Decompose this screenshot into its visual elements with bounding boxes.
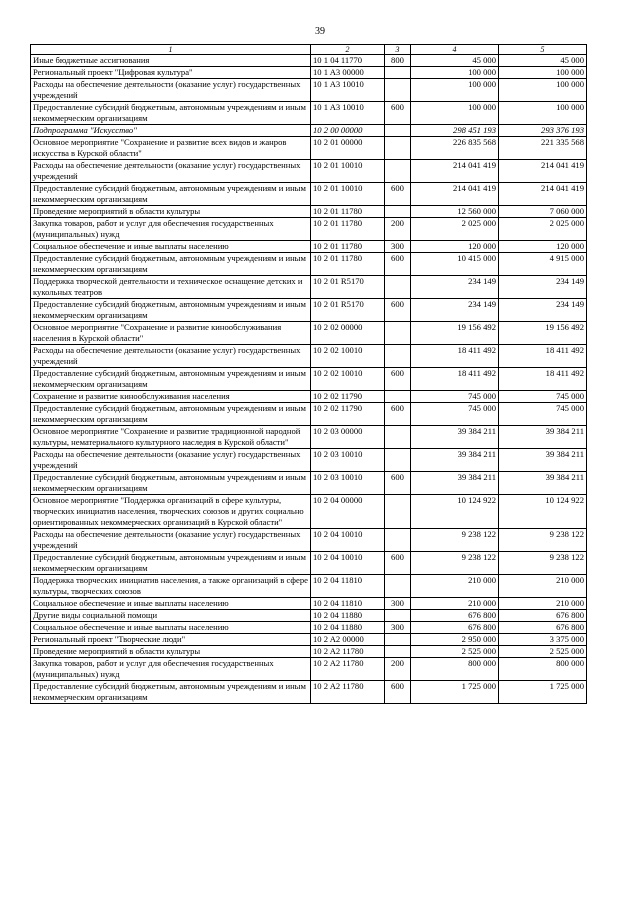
cell-y2: 2 025 000 [499, 218, 587, 241]
cell-y2: 210 000 [499, 598, 587, 610]
column-header-4: 4 [411, 45, 499, 55]
cell-y1: 800 000 [411, 658, 499, 681]
cell-name: Сохранение и развитие кинообслуживания населения [31, 391, 311, 403]
cell-code: 10 1 04 11770 [311, 55, 385, 67]
cell-code: 10 2 01 10010 [311, 183, 385, 206]
cell-y1: 39 384 211 [411, 426, 499, 449]
cell-name: Основное мероприятие "Сохранение и развитие всех видов и жанров искусства в Курской области" [31, 137, 311, 160]
header-row [31, 45, 587, 55]
cell-y2: 221 335 568 [499, 137, 587, 160]
cell-code: 10 2 02 11790 [311, 391, 385, 403]
cell-y2: 745 000 [499, 403, 587, 426]
cell-y2: 234 149 [499, 276, 587, 299]
table-row [31, 552, 587, 575]
cell-vr [385, 449, 411, 472]
cell-y2: 100 000 [499, 67, 587, 79]
cell-y1: 2 525 000 [411, 646, 499, 658]
table-row [31, 183, 587, 206]
cell-y1: 745 000 [411, 391, 499, 403]
table-row [31, 622, 587, 634]
cell-vr [385, 646, 411, 658]
page-number: 39 [315, 26, 325, 37]
cell-y2: 120 000 [499, 241, 587, 253]
cell-y2: 214 041 419 [499, 160, 587, 183]
cell-y1: 234 149 [411, 299, 499, 322]
cell-y2: 100 000 [499, 102, 587, 125]
cell-name: Расходы на обеспечение деятельности (оказание услуг) государственных учреждений [31, 345, 311, 368]
cell-y2: 7 060 000 [499, 206, 587, 218]
cell-name: Подпрограмма "Искусство" [31, 125, 311, 137]
cell-vr: 600 [385, 368, 411, 391]
cell-name: Закупка товаров, работ и услуг для обеспечения государственных (муниципальных) нужд [31, 658, 311, 681]
cell-y1: 210 000 [411, 575, 499, 598]
cell-y2: 39 384 211 [499, 449, 587, 472]
cell-y1: 120 000 [411, 241, 499, 253]
cell-y2: 745 000 [499, 391, 587, 403]
cell-y1: 18 411 492 [411, 345, 499, 368]
table-row [31, 67, 587, 79]
cell-vr [385, 426, 411, 449]
cell-y1: 10 124 922 [411, 495, 499, 529]
cell-vr: 200 [385, 218, 411, 241]
cell-vr [385, 79, 411, 102]
cell-vr [385, 634, 411, 646]
cell-code: 10 2 A2 11780 [311, 646, 385, 658]
cell-name: Расходы на обеспечение деятельности (оказание услуг) государственных учреждений [31, 160, 311, 183]
cell-y2: 3 375 000 [499, 634, 587, 646]
table-row [31, 253, 587, 276]
table-row [31, 206, 587, 218]
cell-name: Социальное обеспечение и иные выплаты населению [31, 598, 311, 610]
table-row [31, 322, 587, 345]
table-row [31, 241, 587, 253]
cell-vr: 600 [385, 299, 411, 322]
cell-y2: 18 411 492 [499, 368, 587, 391]
cell-code: 10 2 01 11780 [311, 253, 385, 276]
cell-y1: 12 560 000 [411, 206, 499, 218]
cell-name: Предоставление субсидий бюджетным, автономным учреждениям и иным некоммерческим организациям [31, 472, 311, 495]
table-row [31, 646, 587, 658]
cell-y2: 18 411 492 [499, 345, 587, 368]
cell-vr [385, 495, 411, 529]
cell-vr [385, 160, 411, 183]
cell-y2: 676 800 [499, 610, 587, 622]
cell-vr: 600 [385, 403, 411, 426]
cell-name: Проведение мероприятий в области культуры [31, 646, 311, 658]
cell-vr [385, 529, 411, 552]
cell-name: Предоставление субсидий бюджетным, автономным учреждениям и иным некоммерческим организациям [31, 681, 311, 704]
cell-name: Предоставление субсидий бюджетным, автономным учреждениям и иным некоммерческим организациям [31, 552, 311, 575]
cell-name: Предоставление субсидий бюджетным, автономным учреждениям и иным некоммерческим организациям [31, 403, 311, 426]
column-header-2: 2 [311, 45, 385, 55]
cell-y2: 676 800 [499, 622, 587, 634]
cell-y1: 226 835 568 [411, 137, 499, 160]
cell-y1: 19 156 492 [411, 322, 499, 345]
cell-name: Поддержка творческих инициатив населения, а также организаций в сфере культуры, творческих союзов [31, 575, 311, 598]
cell-vr: 600 [385, 552, 411, 575]
cell-y1: 214 041 419 [411, 183, 499, 206]
cell-code: 10 2 04 11810 [311, 598, 385, 610]
cell-name: Предоставление субсидий бюджетным, автономным учреждениям и иным некоммерческим организациям [31, 368, 311, 391]
table-body [31, 55, 587, 704]
cell-name: Расходы на обеспечение деятельности (оказание услуг) государственных учреждений [31, 529, 311, 552]
cell-code: 10 2 04 11810 [311, 575, 385, 598]
cell-code: 10 2 04 10010 [311, 529, 385, 552]
cell-y2: 100 000 [499, 79, 587, 102]
cell-code: 10 2 02 11790 [311, 403, 385, 426]
table-row [31, 449, 587, 472]
cell-y1: 9 238 122 [411, 552, 499, 575]
cell-y1: 214 041 419 [411, 160, 499, 183]
column-header-1: 1 [31, 45, 311, 55]
cell-vr: 200 [385, 658, 411, 681]
cell-y2: 9 238 122 [499, 529, 587, 552]
cell-name: Предоставление субсидий бюджетным, автономным учреждениям и иным некоммерческим организациям [31, 299, 311, 322]
table-row [31, 658, 587, 681]
cell-vr: 600 [385, 183, 411, 206]
cell-name: Закупка товаров, работ и услуг для обеспечения государственных (муниципальных) нужд [31, 218, 311, 241]
cell-y2: 39 384 211 [499, 426, 587, 449]
cell-name: Региональный проект "Цифровая культура" [31, 67, 311, 79]
cell-vr: 300 [385, 622, 411, 634]
cell-name: Социальное обеспечение и иные выплаты населению [31, 241, 311, 253]
cell-y1: 45 000 [411, 55, 499, 67]
column-header-3: 3 [385, 45, 411, 55]
cell-vr: 600 [385, 681, 411, 704]
cell-code: 10 2 02 10010 [311, 368, 385, 391]
cell-y1: 676 800 [411, 622, 499, 634]
cell-vr: 300 [385, 598, 411, 610]
cell-code: 10 2 00 00000 [311, 125, 385, 137]
cell-y1: 100 000 [411, 79, 499, 102]
cell-y2: 234 149 [499, 299, 587, 322]
cell-y1: 676 800 [411, 610, 499, 622]
cell-y2: 2 525 000 [499, 646, 587, 658]
cell-y1: 2 950 000 [411, 634, 499, 646]
cell-vr: 600 [385, 472, 411, 495]
table-row [31, 529, 587, 552]
cell-code: 10 2 03 10010 [311, 472, 385, 495]
cell-name: Предоставление субсидий бюджетным, автономным учреждениям и иным некоммерческим организациям [31, 102, 311, 125]
table-row [31, 575, 587, 598]
cell-code: 10 2 01 R5170 [311, 276, 385, 299]
cell-name: Региональный проект "Творческие люди" [31, 634, 311, 646]
table-row [31, 681, 587, 704]
cell-y1: 10 415 000 [411, 253, 499, 276]
cell-y1: 234 149 [411, 276, 499, 299]
cell-y1: 2 025 000 [411, 218, 499, 241]
cell-code: 10 2 02 00000 [311, 322, 385, 345]
cell-code: 10 2 A2 11780 [311, 681, 385, 704]
cell-y1: 100 000 [411, 102, 499, 125]
table-row [31, 403, 587, 426]
cell-code: 10 2 04 11880 [311, 610, 385, 622]
cell-y1: 100 000 [411, 67, 499, 79]
cell-code: 10 1 A3 10010 [311, 79, 385, 102]
table-row [31, 299, 587, 322]
cell-y2: 4 915 000 [499, 253, 587, 276]
cell-name: Основное мероприятие "Сохранение и развитие традиционной народной культуры, нематериального культурного наследия в Курской области" [31, 426, 311, 449]
cell-code: 10 2 04 10010 [311, 552, 385, 575]
cell-y2: 19 156 492 [499, 322, 587, 345]
cell-vr: 800 [385, 55, 411, 67]
cell-vr: 300 [385, 241, 411, 253]
cell-y2: 293 376 193 [499, 125, 587, 137]
cell-code: 10 2 01 R5170 [311, 299, 385, 322]
cell-code: 10 1 A3 10010 [311, 102, 385, 125]
cell-code: 10 2 04 11880 [311, 622, 385, 634]
cell-code: 10 2 01 11780 [311, 241, 385, 253]
cell-vr [385, 345, 411, 368]
cell-vr: 600 [385, 102, 411, 125]
cell-vr [385, 137, 411, 160]
table-row [31, 345, 587, 368]
cell-name: Основное мероприятие "Сохранение и развитие кинообслуживания населения в Курской области" [31, 322, 311, 345]
cell-code: 10 2 01 10010 [311, 160, 385, 183]
table-row [31, 160, 587, 183]
cell-y2: 10 124 922 [499, 495, 587, 529]
table-row [31, 391, 587, 403]
cell-y1: 745 000 [411, 403, 499, 426]
cell-code: 10 2 04 00000 [311, 495, 385, 529]
table-row [31, 472, 587, 495]
cell-vr [385, 67, 411, 79]
table-row [31, 634, 587, 646]
table-row [31, 218, 587, 241]
cell-code: 10 2 02 10010 [311, 345, 385, 368]
cell-y1: 39 384 211 [411, 449, 499, 472]
table-row [31, 598, 587, 610]
cell-code: 10 2 01 00000 [311, 137, 385, 160]
column-header-5: 5 [499, 45, 587, 55]
cell-name: Предоставление субсидий бюджетным, автономным учреждениям и иным некоммерческим организациям [31, 183, 311, 206]
cell-y1: 210 000 [411, 598, 499, 610]
table-row [31, 102, 587, 125]
table-row [31, 426, 587, 449]
table-row [31, 368, 587, 391]
cell-y2: 39 384 211 [499, 472, 587, 495]
cell-name: Расходы на обеспечение деятельности (оказание услуг) государственных учреждений [31, 449, 311, 472]
cell-code: 10 2 A2 11780 [311, 658, 385, 681]
cell-y2: 1 725 000 [499, 681, 587, 704]
table-row [31, 610, 587, 622]
cell-vr [385, 206, 411, 218]
cell-name: Иные бюджетные ассигнования [31, 55, 311, 67]
cell-code: 10 1 A3 00000 [311, 67, 385, 79]
cell-y1: 1 725 000 [411, 681, 499, 704]
table-row [31, 79, 587, 102]
cell-vr [385, 276, 411, 299]
table-row [31, 137, 587, 160]
cell-y1: 9 238 122 [411, 529, 499, 552]
cell-vr [385, 322, 411, 345]
cell-name: Основное мероприятие "Поддержка организаций в сфере культуры, творческих инициатив населения, творческих союзов и других социально ориентированных некоммерческих организаций в Курской области" [31, 495, 311, 529]
budget-table [30, 44, 587, 704]
cell-code: 10 2 01 11780 [311, 218, 385, 241]
cell-code: 10 2 03 10010 [311, 449, 385, 472]
cell-vr: 600 [385, 253, 411, 276]
cell-code: 10 2 A2 00000 [311, 634, 385, 646]
cell-name: Предоставление субсидий бюджетным, автономным учреждениям и иным некоммерческим организациям [31, 253, 311, 276]
cell-name: Другие виды социальной помощи [31, 610, 311, 622]
cell-name: Социальное обеспечение и иные выплаты населению [31, 622, 311, 634]
cell-name: Расходы на обеспечение деятельности (оказание услуг) государственных учреждений [31, 79, 311, 102]
cell-code: 10 2 03 00000 [311, 426, 385, 449]
cell-name: Поддержка творческой деятельности и техническое оснащение детских и кукольных театров [31, 276, 311, 299]
cell-y1: 39 384 211 [411, 472, 499, 495]
cell-vr [385, 125, 411, 137]
cell-y2: 45 000 [499, 55, 587, 67]
cell-vr [385, 391, 411, 403]
cell-y2: 210 000 [499, 575, 587, 598]
cell-y1: 298 451 193 [411, 125, 499, 137]
cell-y1: 18 411 492 [411, 368, 499, 391]
cell-vr [385, 610, 411, 622]
cell-y2: 9 238 122 [499, 552, 587, 575]
cell-code: 10 2 01 11780 [311, 206, 385, 218]
table-row [31, 125, 587, 137]
cell-y2: 214 041 419 [499, 183, 587, 206]
table-row [31, 55, 587, 67]
cell-name: Проведение мероприятий в области культуры [31, 206, 311, 218]
cell-vr [385, 575, 411, 598]
table-row [31, 495, 587, 529]
table-row [31, 276, 587, 299]
cell-y2: 800 000 [499, 658, 587, 681]
